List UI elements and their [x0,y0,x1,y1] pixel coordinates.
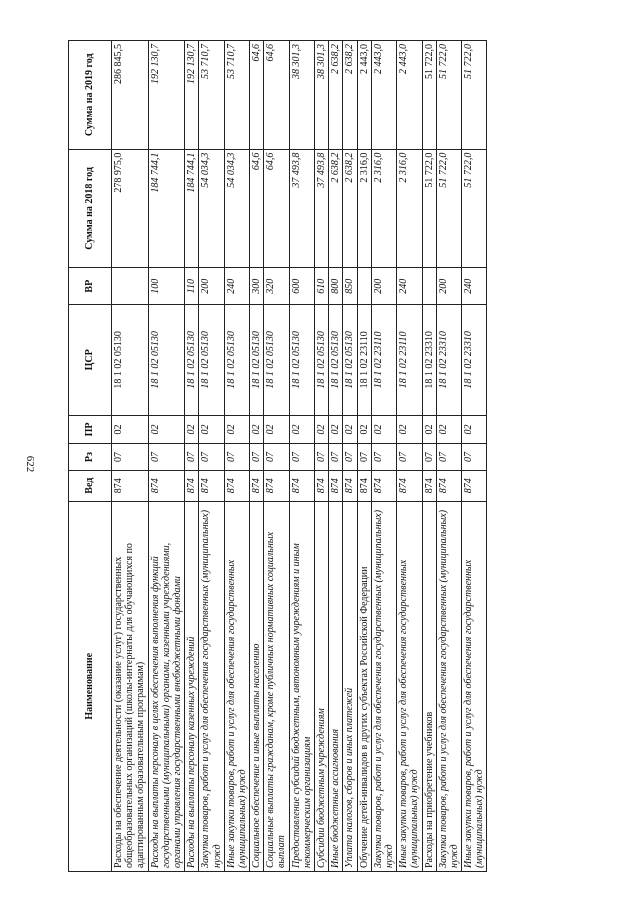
row-name: Социальные выплаты гражданам, кроме публичных нормативных социальных выплат [264,501,289,871]
table-row [199,41,224,872]
row-vr: 100 [148,268,185,305]
header-rz: Рз [69,444,112,471]
row-sum-2018: 184 744,1 [185,149,199,268]
row-pr: 02 [343,415,357,444]
table-row [357,41,371,872]
row-ved: 874 [289,470,314,501]
row-vr [357,268,371,305]
header-ved: Вед [69,470,112,501]
row-rz: 07 [357,444,371,471]
row-vr: 240 [462,268,487,305]
row-rz: 07 [343,444,357,471]
row-ved: 874 [185,470,199,501]
row-rz: 07 [371,444,396,471]
row-sum-2018: 64,6 [250,149,264,268]
row-sum-2018: 2 316,0 [397,149,422,268]
row-pr: 02 [148,415,185,444]
row-name: Обучение детей-инвалидов в других субъектах Российской Федерации [357,501,371,871]
row-csr: 18 1 02 05130 [148,305,185,416]
row-sum-2018: 2 316,0 [357,149,371,268]
row-name: Расходы на выплаты персоналу в целях обеспечения выполнения функций государственными (муниципальными) органами, казенными учреждениями, органами управления государственными внебюджетными фондами [148,501,185,871]
row-sum-2019: 192 130,7 [185,41,199,150]
row-ved: 874 [264,470,289,501]
row-pr: 02 [224,415,249,444]
row-pr: 02 [112,415,149,444]
row-vr: 320 [264,268,289,305]
row-name: Расходы на приобретение учебников [422,501,436,871]
row-csr: 18 1 02 05130 [199,305,224,416]
row-csr: 18 1 02 05130 [289,305,314,416]
row-ved: 874 [224,470,249,501]
row-pr: 02 [250,415,264,444]
table-row [397,41,422,872]
row-ved: 874 [422,470,436,501]
row-rz: 07 [315,444,329,471]
row-sum-2019: 64,6 [264,41,289,150]
row-rz: 07 [329,444,343,471]
row-ved: 874 [250,470,264,501]
row-vr: 200 [199,268,224,305]
row-csr: 18 1 02 23310 [436,305,461,416]
row-sum-2019: 38 301,3 [289,41,314,150]
row-csr: 18 1 02 23310 [422,305,436,416]
row-name: Уплата налогов, сборов и иных платежей [343,501,357,871]
row-ved: 874 [148,470,185,501]
row-name: Иные закупки товаров, работ и услуг для обеспечения государственных (муниципальных) нужд [462,501,487,871]
row-sum-2019: 51 722,0 [462,41,487,150]
row-vr: 240 [397,268,422,305]
row-sum-2018: 2 638,2 [343,149,357,268]
row-sum-2019: 64,6 [250,41,264,150]
row-vr: 110 [185,268,199,305]
row-ved: 874 [199,470,224,501]
row-name: Социальное обеспечение и иные выплаты населению [250,501,264,871]
row-rz: 07 [112,444,149,471]
row-ved: 874 [462,470,487,501]
table-body [112,41,487,872]
row-vr: 850 [343,268,357,305]
row-sum-2018: 278 975,0 [112,149,149,268]
row-sum-2019: 2 443,0 [357,41,371,150]
header-sum-2019: Сумма на 2019 год [69,41,112,150]
row-vr: 300 [250,268,264,305]
row-sum-2018: 37 493,8 [315,149,329,268]
row-csr: 18 1 02 05130 [112,305,149,416]
row-rz: 07 [289,444,314,471]
row-vr: 600 [289,268,314,305]
row-csr: 18 1 02 05130 [329,305,343,416]
row-name: Закупка товаров, работ и услуг для обеспечения государственных (муниципальных) нужд [436,501,461,871]
row-sum-2019: 2 638,2 [343,41,357,150]
table-row [371,41,396,872]
row-ved: 874 [329,470,343,501]
budget-table [68,40,487,872]
row-sum-2019: 2 638,2 [329,41,343,150]
row-vr [112,268,149,305]
row-sum-2019: 38 301,3 [315,41,329,150]
row-pr: 02 [371,415,396,444]
row-name: Иные бюджетные ассигнования [329,501,343,871]
row-csr: 18 1 02 05130 [264,305,289,416]
row-vr: 610 [315,268,329,305]
row-rz: 07 [422,444,436,471]
row-sum-2018: 54 034,3 [224,149,249,268]
row-pr: 02 [397,415,422,444]
row-csr: 18 1 02 23110 [357,305,371,416]
header-sum-2018: Сумма на 2018 год [69,149,112,268]
row-pr: 02 [289,415,314,444]
row-sum-2019: 51 722,0 [436,41,461,150]
row-name: Субсидии бюджетным учреждениям [315,501,329,871]
table-header-row [69,41,112,872]
row-sum-2018: 51 722,0 [422,149,436,268]
row-vr: 200 [371,268,396,305]
table-row [185,41,199,872]
row-sum-2018: 2 638,2 [329,149,343,268]
row-sum-2018: 51 722,0 [462,149,487,268]
row-pr: 02 [199,415,224,444]
row-name: Расходы на обеспечение деятельности (оказание услуг) государственных общеобразовательных организаций (школы-интернаты для обучающихся по адаптированным образовательным программам) [112,501,149,871]
row-csr: 18 1 02 05130 [343,305,357,416]
row-ved: 874 [343,470,357,501]
row-pr: 02 [185,415,199,444]
row-sum-2019: 53 710,7 [199,41,224,150]
row-pr: 02 [357,415,371,444]
row-pr: 02 [436,415,461,444]
row-ved: 874 [397,470,422,501]
table-row [289,41,314,872]
row-rz: 07 [199,444,224,471]
row-ved: 874 [357,470,371,501]
row-pr: 02 [462,415,487,444]
row-rz: 07 [397,444,422,471]
header-name: Наименование [69,501,112,871]
row-sum-2019: 286 845,5 [112,41,149,150]
rotated-page-content [68,40,557,872]
table-row [148,41,185,872]
row-ved: 874 [436,470,461,501]
row-sum-2018: 51 722,0 [436,149,461,268]
row-csr: 18 1 02 05130 [185,305,199,416]
table-row [329,41,343,872]
row-pr: 02 [264,415,289,444]
row-sum-2019: 2 443,0 [397,41,422,150]
row-name: Иные закупки товаров, работ и услуг для обеспечения государственных (муниципальных) нужд [224,501,249,871]
row-rz: 07 [462,444,487,471]
row-csr: 18 1 02 05130 [250,305,264,416]
row-vr: 200 [436,268,461,305]
row-sum-2018: 54 034,3 [199,149,224,268]
row-name: Иные закупки товаров, работ и услуг для обеспечения государственных (муниципальных) нужд [397,501,422,871]
row-sum-2018: 184 744,1 [148,149,185,268]
row-rz: 07 [224,444,249,471]
table-row [224,41,249,872]
row-vr [422,268,436,305]
row-rz: 07 [148,444,185,471]
row-sum-2019: 192 130,7 [148,41,185,150]
header-csr: ЦСР [69,305,112,416]
row-ved: 874 [315,470,329,501]
row-rz: 07 [264,444,289,471]
table-row [264,41,289,872]
row-pr: 02 [422,415,436,444]
table-row [436,41,461,872]
row-sum-2018: 2 316,0 [371,149,396,268]
row-vr: 240 [224,268,249,305]
row-sum-2019: 53 710,7 [224,41,249,150]
row-name: Закупка товаров, работ и услуг для обеспечения государственных (муниципальных) нужд [371,501,396,871]
row-rz: 07 [250,444,264,471]
row-ved: 874 [371,470,396,501]
row-csr: 18 1 02 05130 [224,305,249,416]
row-ved: 874 [112,470,149,501]
table-row [343,41,357,872]
row-pr: 02 [329,415,343,444]
table-row [422,41,436,872]
row-csr: 18 1 02 23110 [397,305,422,416]
row-sum-2019: 51 722,0 [422,41,436,150]
row-csr: 18 1 02 23110 [371,305,396,416]
row-name: Предоставление субсидий бюджетным, автономным учреждениям и иным некоммерческим организациям [289,501,314,871]
table-row [315,41,329,872]
row-pr: 02 [315,415,329,444]
row-rz: 07 [436,444,461,471]
row-sum-2018: 37 493,8 [289,149,314,268]
row-vr: 800 [329,268,343,305]
page-number: 622 [24,455,36,473]
header-pr: ПР [69,415,112,444]
table-row [250,41,264,872]
row-sum-2019: 2 443,0 [371,41,396,150]
table-row [112,41,149,872]
row-name: Расходы на выплаты персоналу казенных учреждений [185,501,199,871]
row-csr: 18 1 02 05130 [315,305,329,416]
row-csr: 18 1 02 23310 [462,305,487,416]
row-rz: 07 [185,444,199,471]
row-name: Закупка товаров, работ и услуг для обеспечения государственных (муниципальных) нужд [199,501,224,871]
header-vr: ВР [69,268,112,305]
table-row [462,41,487,872]
row-sum-2018: 64,6 [264,149,289,268]
